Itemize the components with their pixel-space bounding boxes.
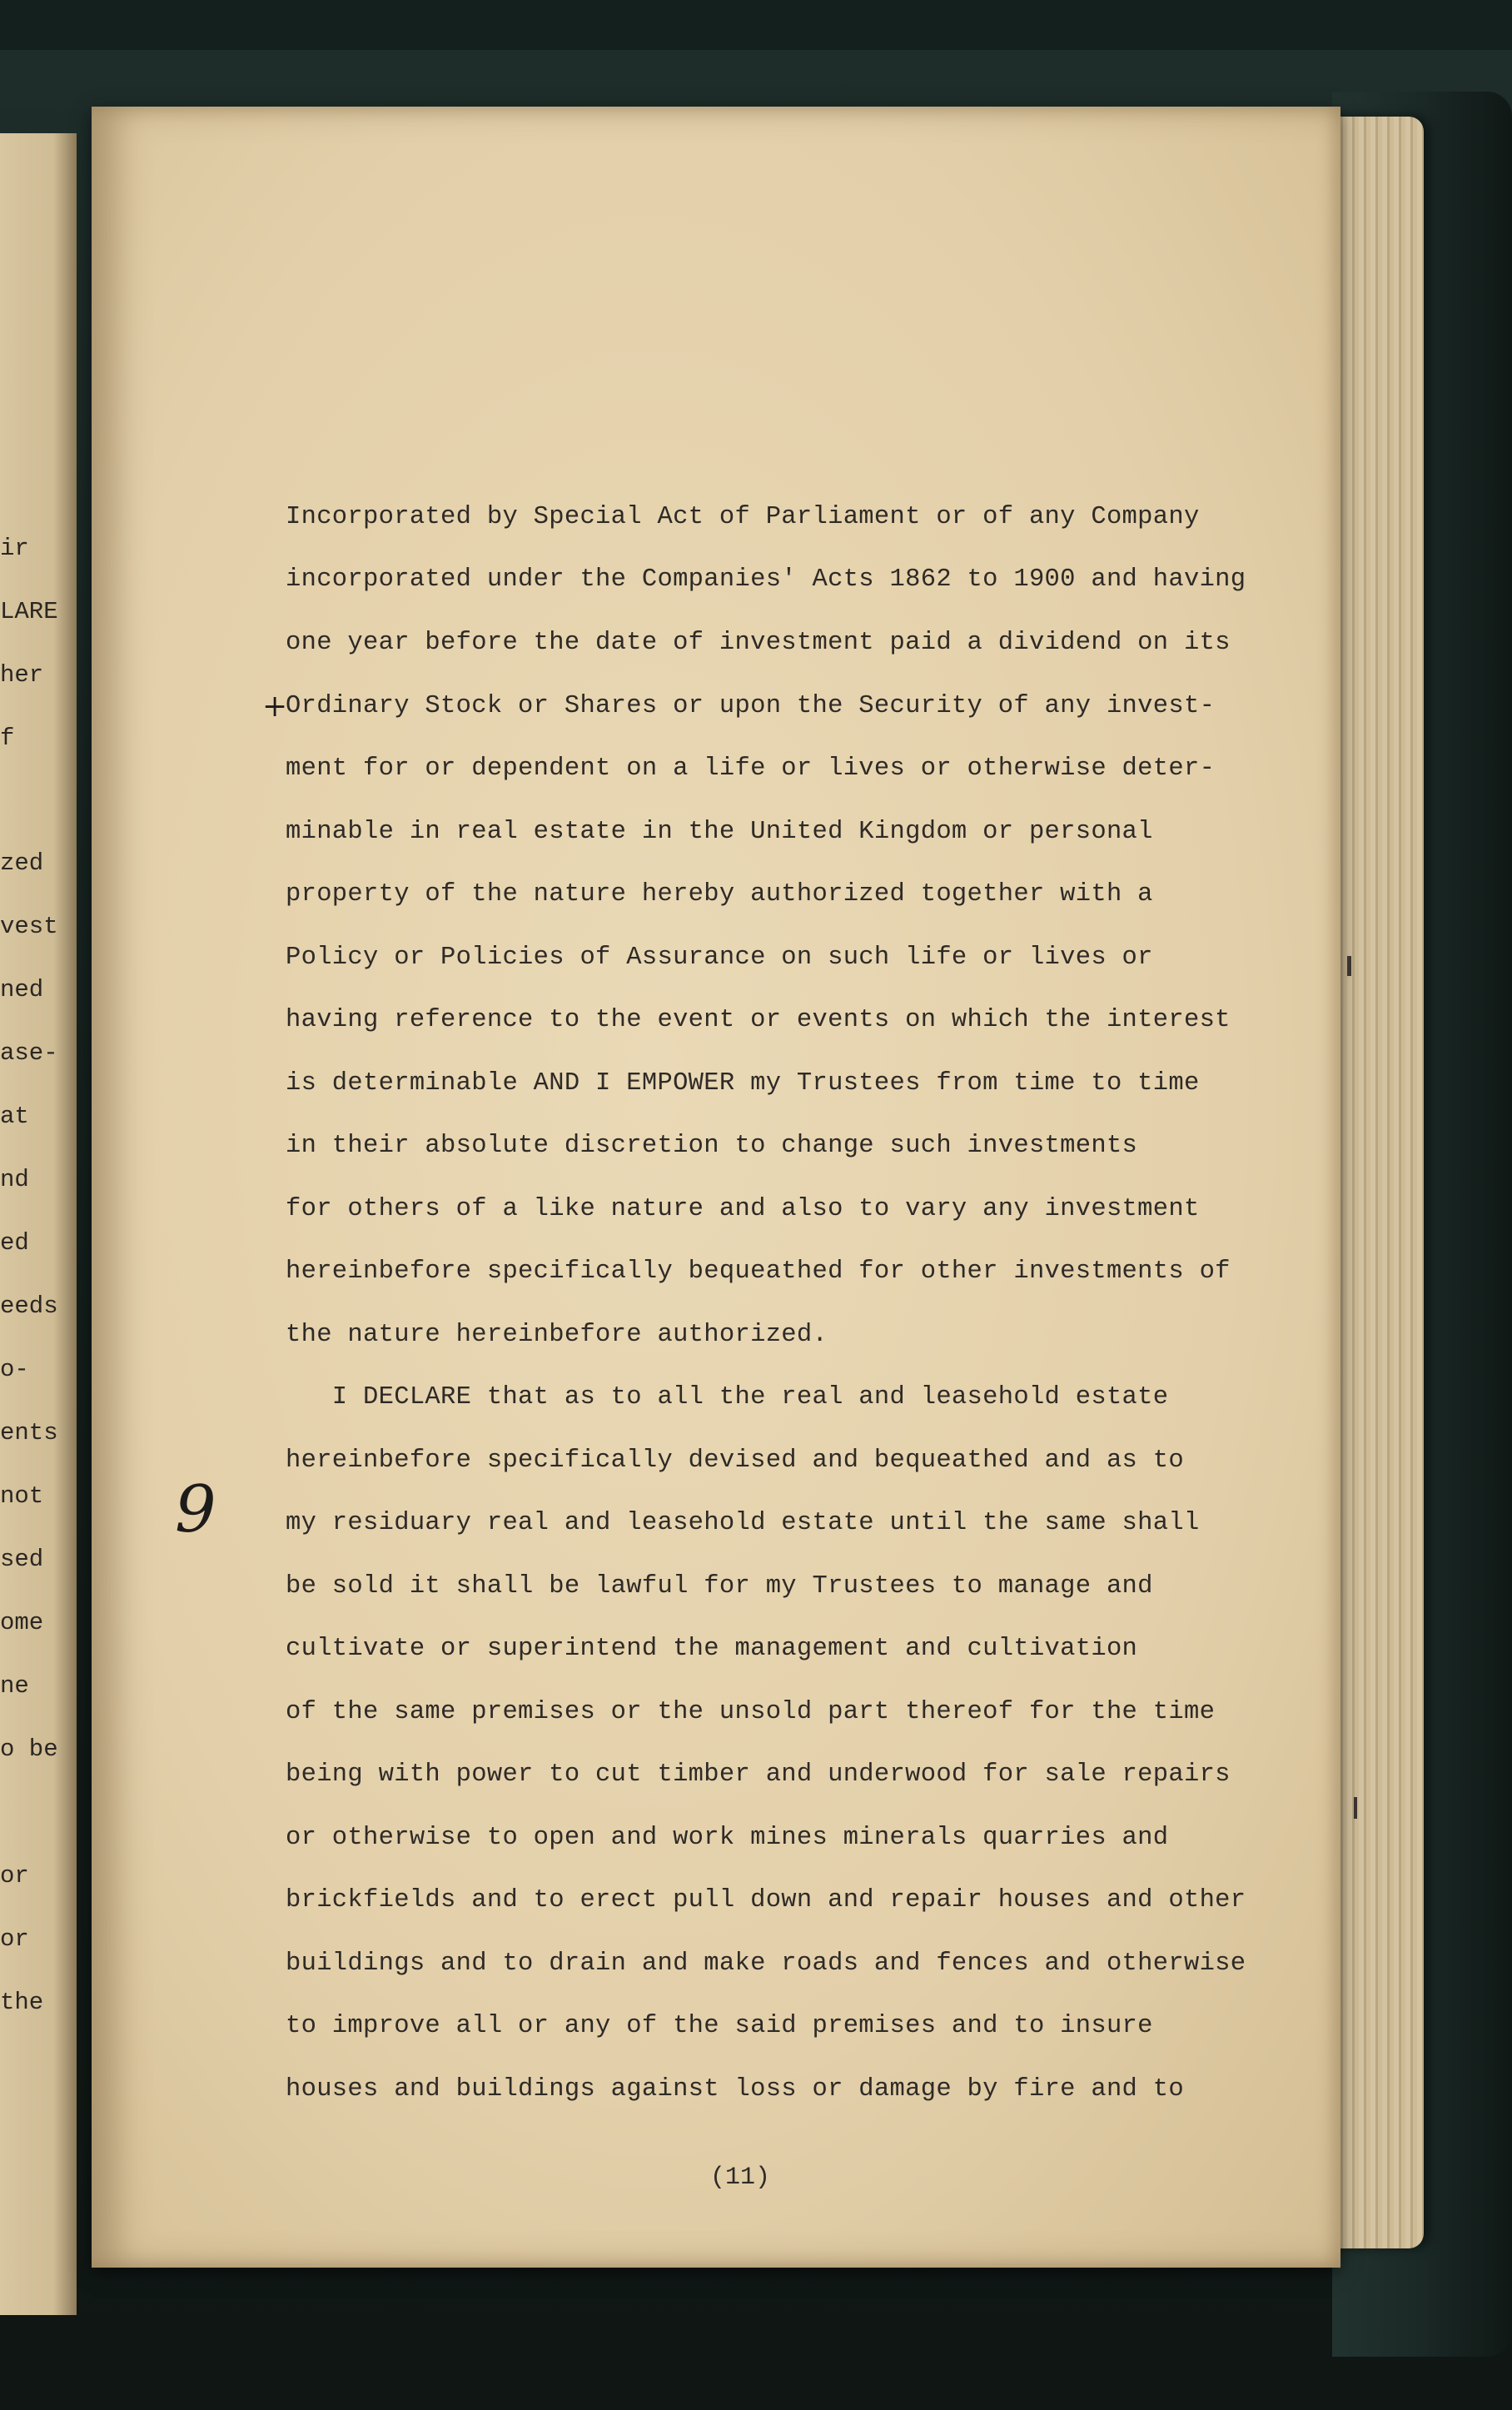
facing-page-fragment: o be: [0, 1735, 58, 1763]
text-line: for others of a like nature and also to vary any investment: [286, 1195, 1200, 1223]
text-line: houses and buildings against loss or damage by fire and to: [286, 2075, 1184, 2104]
text-line: property of the nature hereby authorized together with a: [286, 880, 1153, 909]
text-line: is determinable AND I EMPOWER my Trustees from time to time: [286, 1069, 1200, 1098]
facing-page-fragment: her: [0, 661, 44, 689]
margin-tick: [1354, 1797, 1357, 1819]
text-line: hereinbefore specifically bequeathed for other investments of: [286, 1257, 1231, 1286]
text-line: of the same premises or the unsold part thereof for the time: [286, 1698, 1216, 1726]
text-line: having reference to the event or events on which the interest: [286, 1006, 1231, 1034]
facing-page: [0, 133, 77, 2315]
text-line: be sold it shall be lawful for my Trustees to manage and: [286, 1572, 1153, 1601]
facing-page-fragment: f: [0, 724, 15, 752]
margin-cross-mark: +: [262, 690, 288, 724]
facing-page-fragment: zed: [0, 849, 44, 877]
facing-page-fragment: LARE: [0, 598, 58, 625]
facing-page-fragment: ne: [0, 1672, 29, 1700]
facing-page-fragment: ents: [0, 1419, 58, 1446]
facing-page-fragment: not: [0, 1482, 44, 1510]
text-line: cultivate or superintend the management and cultivation: [286, 1635, 1138, 1663]
text-line: one year before the date of investment paid a dividend on its: [286, 629, 1231, 657]
text-line: buildings and to drain and make roads and fences and otherwise: [286, 1949, 1246, 1978]
facing-page-fragment: the: [0, 1989, 44, 2016]
facing-page-fragment: vest: [0, 913, 58, 940]
text-line: minable in real estate in the United Kingdom or personal: [286, 818, 1153, 846]
text-line: Ordinary Stock or Shares or upon the Security of any invest-: [286, 692, 1216, 720]
facing-page-fragment: ase-: [0, 1039, 58, 1067]
margin-tick: [1347, 956, 1351, 976]
text-line: brickfields and to erect pull down and repair houses and other: [286, 1886, 1246, 1915]
text-line: or otherwise to open and work mines minerals quarries and: [286, 1824, 1169, 1852]
text-line: Policy or Policies of Assurance on such life or lives or: [286, 944, 1153, 972]
document-page: [92, 107, 1340, 2268]
text-line: hereinbefore specifically devised and bequeathed and as to: [286, 1446, 1184, 1475]
facing-page-fragment: ed: [0, 1229, 29, 1257]
facing-page-fragment: ned: [0, 976, 44, 1003]
facing-page-fragment: nd: [0, 1166, 29, 1193]
facing-page-fragment: o-: [0, 1356, 29, 1383]
facing-page-fragment: sed: [0, 1546, 44, 1573]
text-line: to improve all or any of the said premises and to insure: [286, 2012, 1153, 2040]
text-line: ment for or dependent on a life or lives or otherwise deter-: [286, 754, 1216, 783]
facing-page-fragment: eeds: [0, 1292, 58, 1320]
facing-page-fragment: or: [0, 1862, 29, 1890]
text-line: incorporated under the Companies' Acts 1862 to 1900 and having: [286, 565, 1246, 594]
clause-number: 9: [175, 1472, 216, 1547]
facing-page-fragment: or: [0, 1925, 29, 1953]
text-line: my residuary real and leasehold estate until the same shall: [286, 1509, 1200, 1537]
text-line: being with power to cut timber and underwood for sale repairs: [286, 1760, 1231, 1789]
facing-page-fragment: at: [0, 1103, 29, 1130]
text-line: I DECLARE that as to all the real and leasehold estate: [286, 1383, 1169, 1412]
text-line: the nature hereinbefore authorized.: [286, 1321, 828, 1349]
text-line: Incorporated by Special Act of Parliament or of any Company: [286, 503, 1200, 531]
page-number: (11): [710, 2164, 771, 2192]
facing-page-fragment: ome: [0, 1609, 44, 1636]
facing-page-fragment: ir: [0, 535, 29, 562]
text-line: in their absolute discretion to change such investments: [286, 1132, 1138, 1160]
